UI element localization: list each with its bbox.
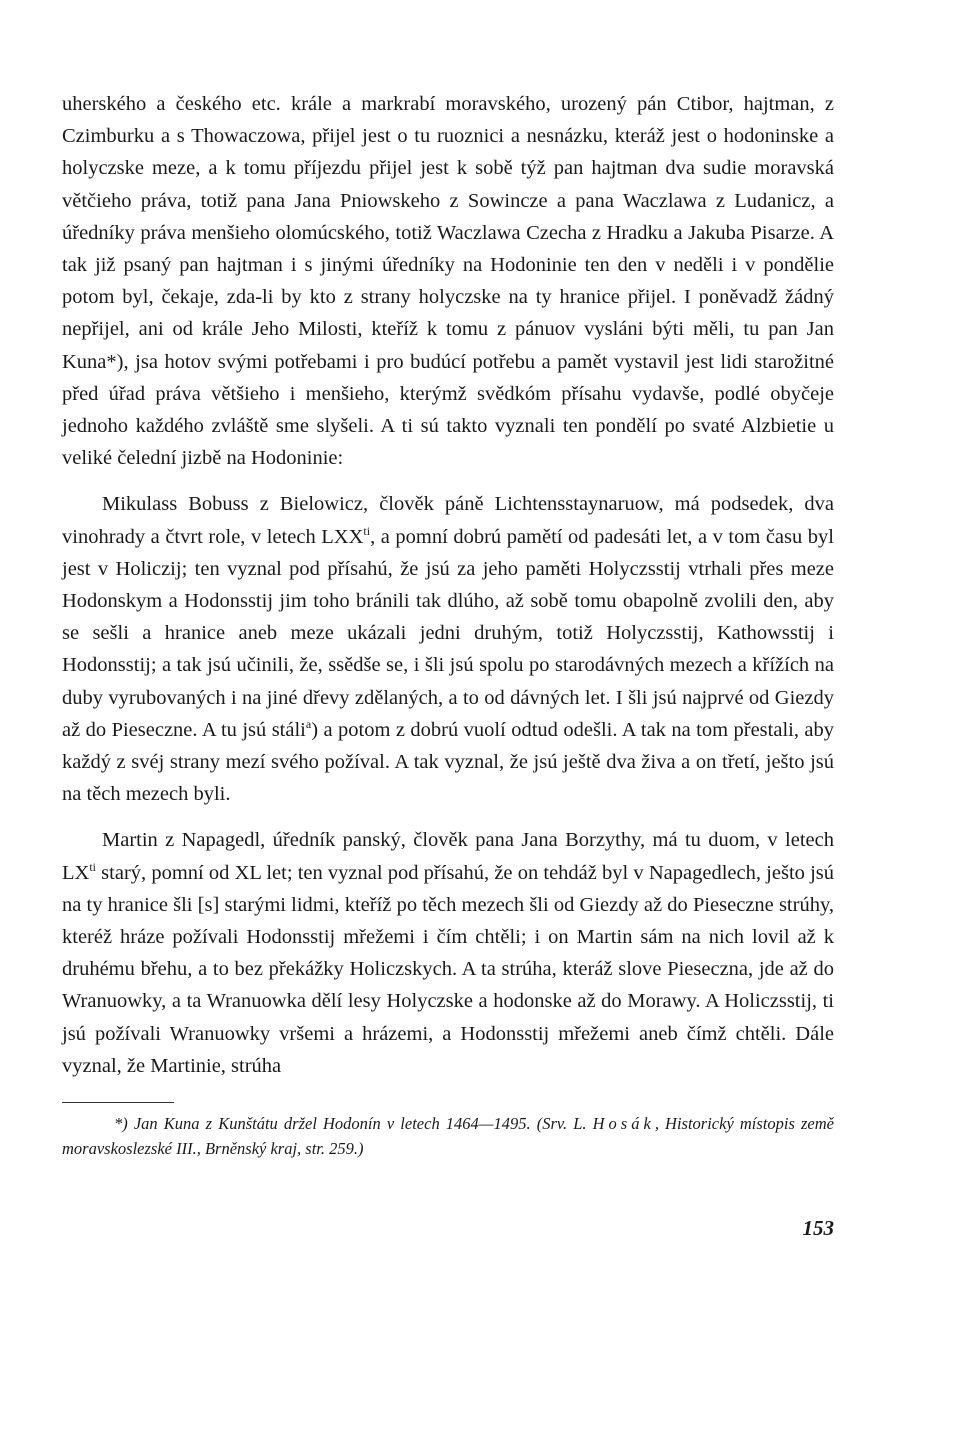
footnote-author: Hosák xyxy=(592,1114,655,1134)
superscript: a xyxy=(305,717,312,732)
superscript: ti xyxy=(363,523,371,538)
footnote-text-1: *) Jan Kuna z Kunštátu držel Hodonín v letech 1464—1495. (Srv. L. xyxy=(114,1114,593,1134)
page-body xyxy=(62,88,834,1161)
paragraph-3 xyxy=(62,824,834,1082)
superscript: ti xyxy=(89,859,96,874)
paragraph-2 xyxy=(62,488,834,810)
paragraph-1 xyxy=(62,88,834,474)
paragraph-2-text: Mikulass Bobuss z Bielowicz, člověk páně Lichtensstaynaruow, má podsedek, dva vinohrady a čtvrt role, v letech $LXX^{ti}$, a pomní dobrú pamětí od padesáti let, a v tom času byl jest v Holiczij; ten vyznal pod přísahú, že jsú za jeho paměti Holyczsstij vtrhali přes meze Hodonskym a Hodonsstij jim toho bránili tak dlúho, až sobě tomu obapolně zvolili den, aby se sešli a hranice aneb meze ukázali jedni druhým, totiž Holyczsstij, Kathowsstij i Hodonsstij; a tak jsú učinili, že, ssědše se, i šli jsú spolu po starodávných mezech a křížích na duby vyrubovaných i na jiné dřevy zdělaných, a to od dávných let. I šli jsú najprvé od Giezdy až do Pieseczne. A tu jsú stáli$^a$) a potom z dobrú vuolí odtud odešli. A tak na tom přestali, aby každý z svéj strany mezí svého požíval. A tak vyznal, že jsú ještě dva živa a on třetí, ješto jsú na těch mezech byli. xyxy=(62,493,835,806)
paragraph-1-text: uherského a českého etc. krále a markrabí moravského, urozený pán Ctibor, hajtman, z Czimburku a s Thowaczowa, přijel jest o tu ruoznici a nesnázku, kteráž jest o hodoninske a holyczske meze, a k tomu příjezdu přijel jest k sobě týž pan hajtman dva sudie moravská větčieho práva, totiž pana Jana Pniowskeho z Sowincze a pana Waczlawa z Ludanicz, a úředníky práva menšieho olomúcského, totiž Waczlawa Czecha z Hradku a Jakuba Pisarze. A tak již psaný pan hajtman i s jinými úředníky na Hodoninie ten den v neděli i v pondělie potom byl, čekaje, zda-li by kto z strany holyczske na ty hranice přijel. I poněvadž žádný nepřijel, ani od krále Jeho Milosti, kteříž k tomu z pánuov vysláni býti měli, tu pan Jan Kuna*), jsa hotov svými potřebami i pro budúcí potřebu a pamět vystavil jest lidi starožitné před úřad práva většieho i menšieho, kterýmž svědkóm přísahu vydavše, podlé obyčeje jednoho každého zvláště sme slyšeli. A ti sú takto vyznali ten pondělí po svaté Alzbietie u veliké čelední jizbě na Hodoninie: xyxy=(62,93,834,470)
footnote-divider xyxy=(62,1102,174,1103)
page-number: 153 xyxy=(802,1216,834,1240)
footnote xyxy=(62,1111,834,1161)
footnote-text-2: , Historický místopis země moravskoslezské III., Brněnský kraj, str. 259.) xyxy=(62,1114,834,1159)
paragraph-3-text: Martin z Napagedl, úředník panský, člověk pana Jana Borzythy, má tu duom, v letech $LX^{ti}$ starý, pomní od XL let; ten vyznal pod přísahú, že on tehdáž byl v Napagedlech, ješto jsú na ty hranice šli [s] starými lidmi, kteříž po těch mezech šli od Giezdy až do Pieseczne strúhy, kteréž hráze požívali Hodonsstij mřežemi i čím chtěli; i on Martin sám na nich lovil až k druhému břehu, a to bez překážky Holiczskych. A ta strúha, kteráž slove Pieseczna, jde až do Wranuowky, a ta Wranuowka dělí lesy Holyczske a hodonske až do Morawy. A Holiczsstij, ti jsú požívali Wranuowky vršemi a hrázemi, a Hodonsstij mřežemi aneb čímž chtěli. Dále vyznal, že Martinie, strúha xyxy=(62,829,834,1077)
